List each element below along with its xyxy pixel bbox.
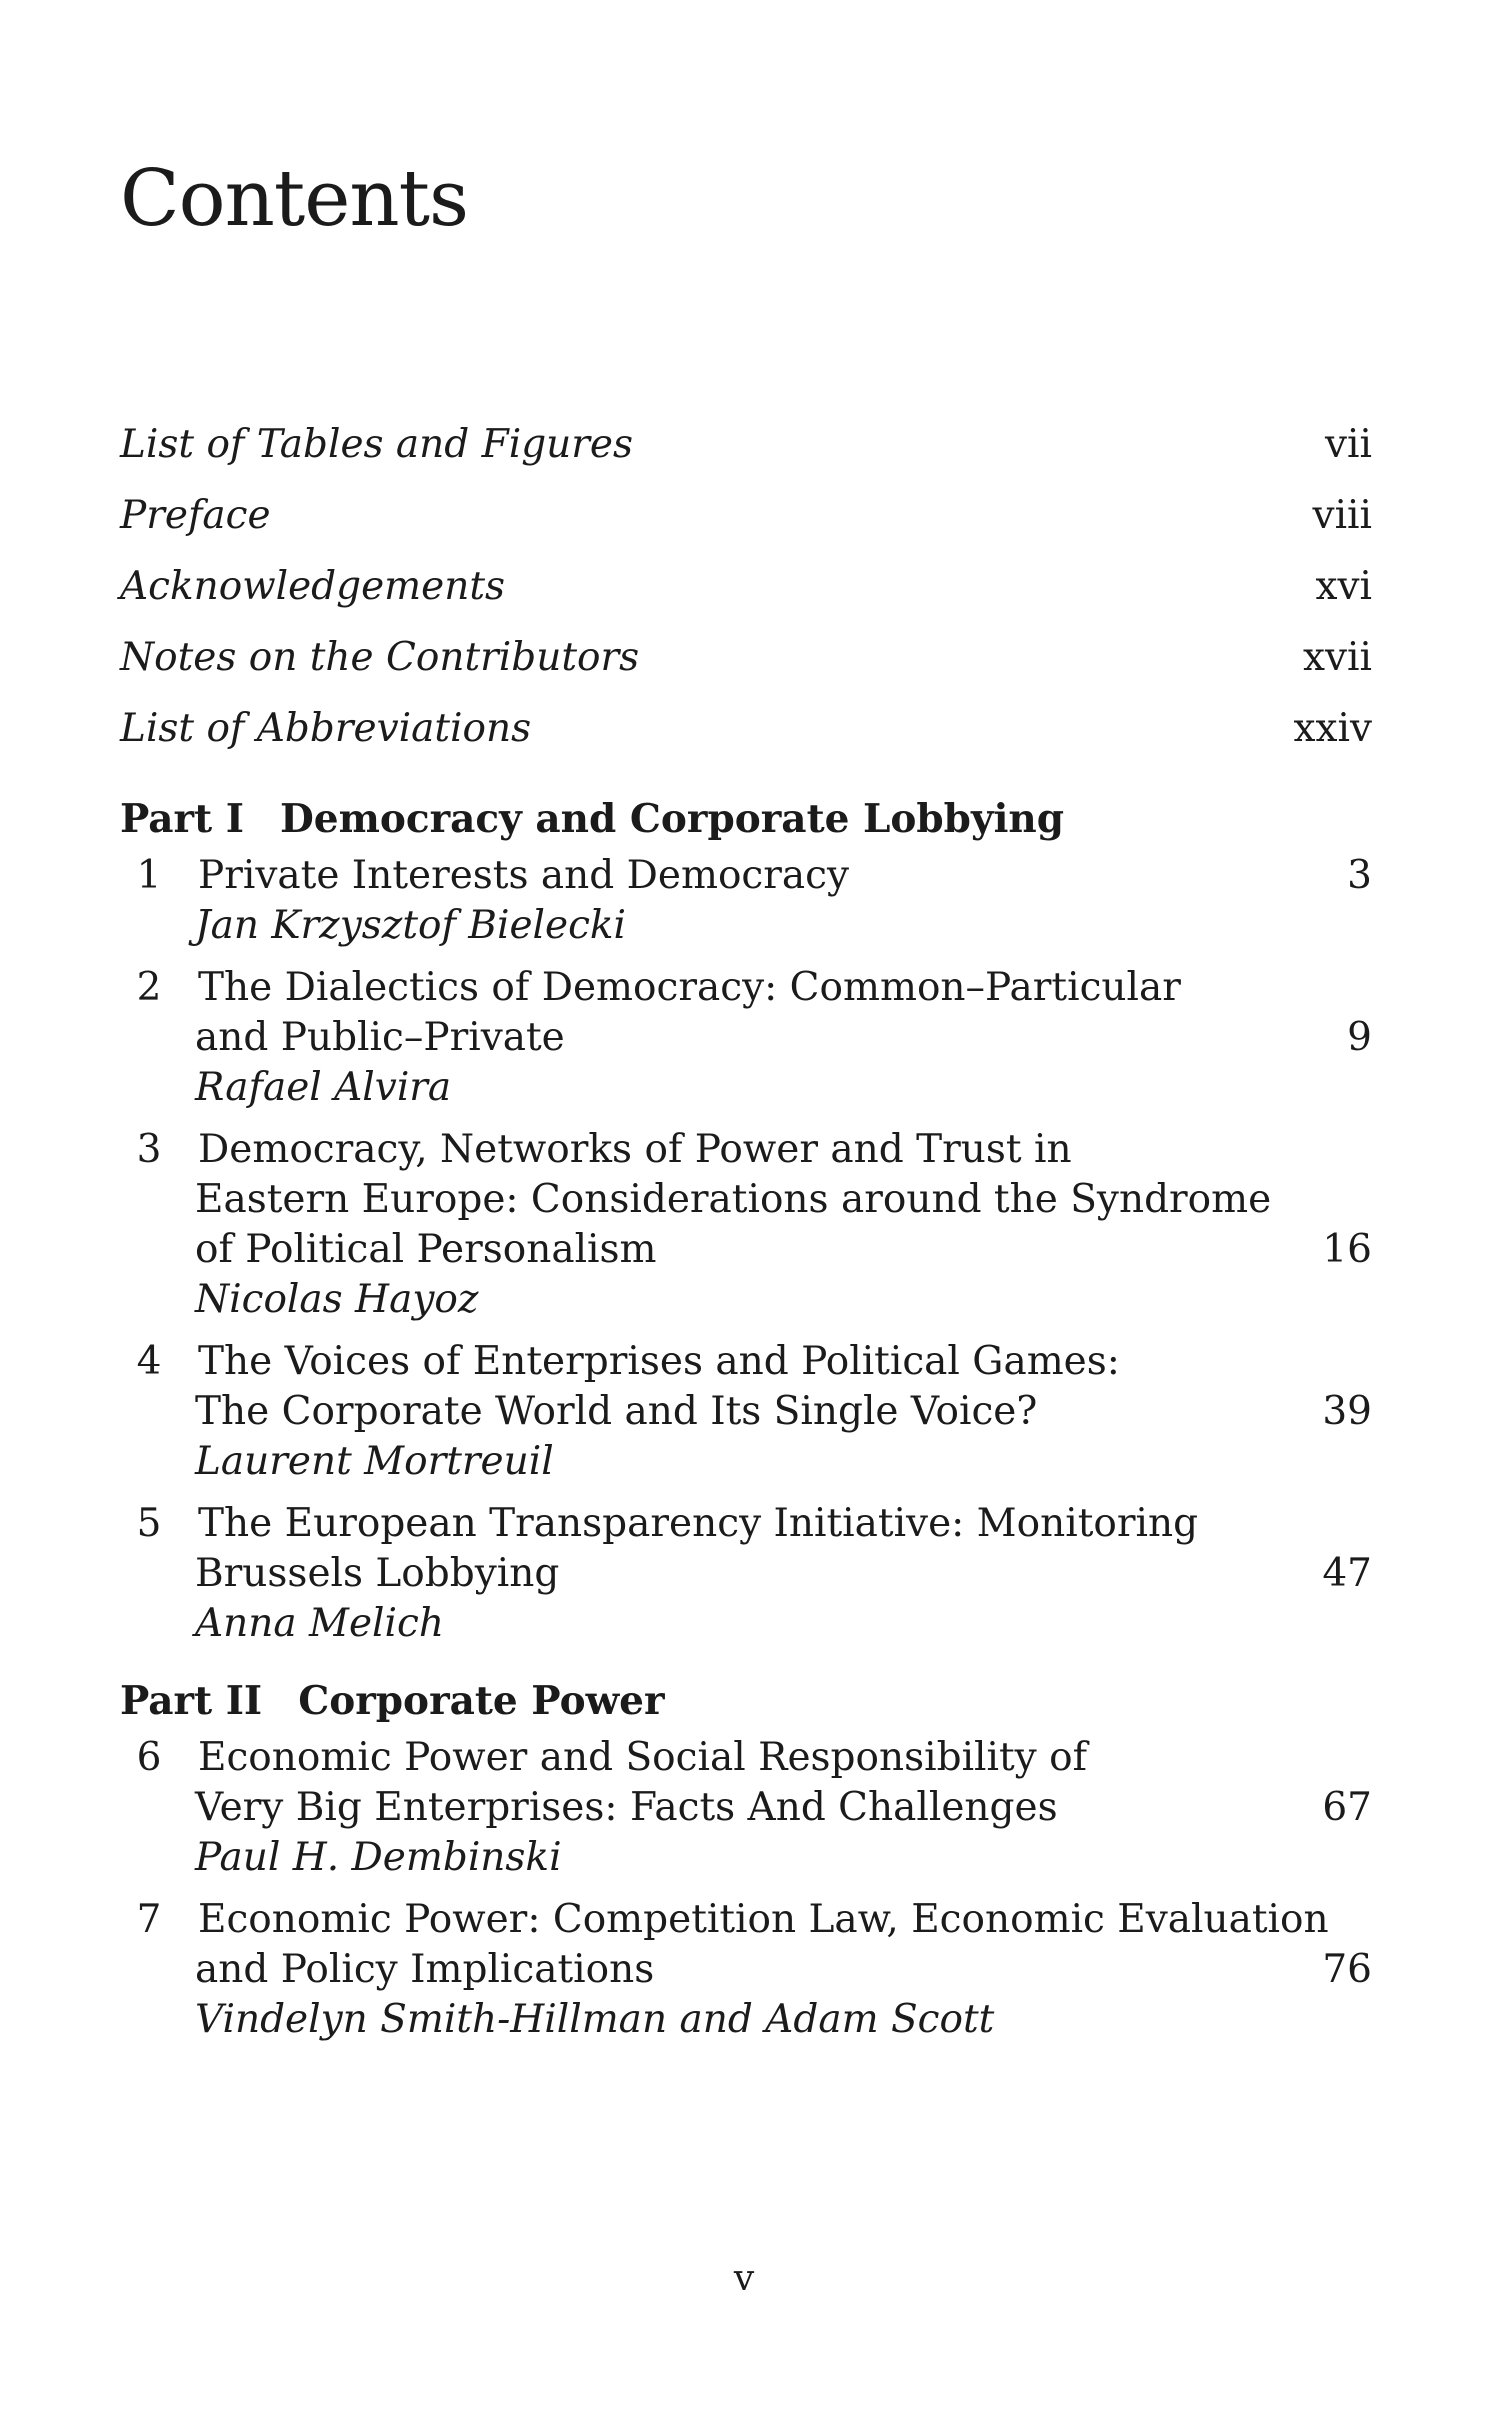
entry-title: Notes on the Contributors: [120, 635, 640, 680]
chapter-title-wrap: [120, 851, 849, 901]
chapter-title-line: [120, 1125, 1372, 1175]
chapter-page: 39: [1322, 1389, 1372, 1434]
toc-entry[interactable]: [120, 628, 1372, 699]
entry-page: xvii: [1303, 635, 1372, 680]
chapter-title: and Public–Private: [195, 1015, 565, 1060]
chapter-title-line: [120, 1549, 1372, 1599]
page-number: v: [733, 2258, 755, 2299]
chapter-title-line: [120, 851, 1372, 901]
part-label: Part II: [120, 1678, 263, 1724]
parts-list: [120, 789, 1372, 2045]
chapter-title-wrap: [120, 1733, 1087, 1783]
entry-page: xvi: [1315, 564, 1372, 609]
chapter-title: Private Interests and Democracy: [198, 853, 850, 898]
chapter-number: 6: [136, 1735, 162, 1780]
chapter-page: 9: [1347, 1015, 1372, 1060]
chapter-title-wrap: [120, 963, 1181, 1013]
part-title: Democracy and Corporate Lobbying: [279, 796, 1065, 842]
entry-page: xxiv: [1293, 706, 1372, 751]
chapter-title: The European Transparency Initiative: Monitoring: [198, 1501, 1199, 1546]
chapter-author: Nicolas Hayoz: [195, 1277, 479, 1322]
chapter-number: 2: [136, 965, 162, 1010]
chapter-entry[interactable]: [120, 963, 1372, 1113]
chapter-title-line: [120, 1013, 1372, 1063]
chapter-title: Economic Power and Social Responsibility of: [198, 1735, 1088, 1780]
entry-page: viii: [1312, 493, 1372, 538]
chapter-title: Eastern Europe: Considerations around the Syndrome: [195, 1177, 1272, 1222]
chapter-entry[interactable]: [120, 851, 1372, 951]
chapter-number: 1: [136, 853, 162, 898]
part-spacer: [120, 1661, 1372, 1671]
chapter-title-wrap: [120, 1225, 657, 1275]
chapter-page: 67: [1322, 1785, 1372, 1830]
front-matter-list: [120, 415, 1372, 770]
chapter-title: The Corporate World and Its Single Voice?: [195, 1389, 1038, 1434]
chapter-entry[interactable]: [120, 1895, 1372, 2045]
toc-entry[interactable]: [120, 486, 1372, 557]
chapter-title: Economic Power: Competition Law, Economic Evaluation: [198, 1897, 1329, 1942]
chapter-author: Laurent Mortreuil: [195, 1439, 554, 1484]
chapter-title-wrap: [120, 1013, 565, 1063]
chapter-title: The Voices of Enterprises and Political Games:: [198, 1339, 1120, 1384]
chapter-title-line: [120, 963, 1372, 1013]
chapter-page: 76: [1322, 1947, 1372, 1992]
part-label: Part I: [120, 796, 244, 842]
chapter-page: 47: [1322, 1551, 1372, 1596]
chapter-title-line: [120, 1175, 1372, 1225]
chapter-title-line: [120, 1783, 1372, 1833]
chapter-title-wrap: [120, 1895, 1329, 1945]
entry-title: Acknowledgements: [120, 564, 506, 609]
chapter-title-wrap: [120, 1175, 1271, 1225]
entry-page: vii: [1325, 422, 1372, 467]
chapter-title-line: [120, 1387, 1372, 1437]
chapter-title-line: [120, 1499, 1372, 1549]
chapter-entry[interactable]: [120, 1125, 1372, 1325]
entry-title: Preface: [120, 493, 271, 538]
table-of-contents: [120, 415, 1372, 2057]
chapter-title-line: [120, 1945, 1372, 1995]
toc-entry[interactable]: [120, 415, 1372, 486]
chapter-author: Vindelyn Smith-Hillman and Adam Scott: [195, 1997, 995, 2042]
chapter-number: 7: [136, 1897, 162, 1942]
chapter-title-wrap: [120, 1499, 1198, 1549]
part-heading[interactable]: [120, 1671, 1372, 1731]
chapter-title: of Political Personalism: [195, 1227, 657, 1272]
chapter-page: 16: [1322, 1227, 1372, 1272]
chapter-title: Very Big Enterprises: Facts And Challenges: [195, 1785, 1058, 1830]
chapter-title: Brussels Lobbying: [195, 1551, 560, 1596]
chapter-title-wrap: [120, 1337, 1120, 1387]
part-heading[interactable]: [120, 789, 1372, 849]
chapter-number: 3: [136, 1127, 162, 1172]
chapter-page: 3: [1347, 853, 1372, 898]
chapter-title: Democracy, Networks of Power and Trust in: [198, 1127, 1072, 1172]
chapter-title-line: [120, 1337, 1372, 1387]
chapter-number: 5: [136, 1501, 162, 1546]
chapter-title-wrap: [120, 1549, 559, 1599]
chapter-title: and Policy Implications: [195, 1947, 655, 1992]
entry-title: List of Abbreviations: [120, 706, 532, 751]
chapter-title-wrap: [120, 1125, 1072, 1175]
toc-entry[interactable]: [120, 699, 1372, 770]
chapter-title: The Dialectics of Democracy: Common–Particular: [198, 965, 1181, 1010]
part-title: Corporate Power: [298, 1678, 665, 1724]
chapter-entry[interactable]: [120, 1733, 1372, 1883]
chapter-title-line: [120, 1733, 1372, 1783]
entry-title: List of Tables and Figures: [120, 422, 634, 467]
chapter-title-line: [120, 1225, 1372, 1275]
chapter-title-wrap: [120, 1387, 1037, 1437]
chapter-author: Jan Krzysztof Bielecki: [195, 903, 627, 948]
chapter-author: Paul H. Dembinski: [195, 1835, 562, 1880]
page-title: Contents: [120, 154, 468, 244]
chapter-entry[interactable]: [120, 1337, 1372, 1487]
chapter-entry[interactable]: [120, 1499, 1372, 1649]
chapter-title-line: [120, 1895, 1372, 1945]
chapter-title-wrap: [120, 1945, 654, 1995]
chapter-number: 4: [136, 1339, 162, 1384]
toc-entry[interactable]: [120, 557, 1372, 628]
chapter-author: Anna Melich: [195, 1601, 444, 1646]
chapter-author: Rafael Alvira: [195, 1065, 452, 1110]
chapter-title-wrap: [120, 1783, 1058, 1833]
